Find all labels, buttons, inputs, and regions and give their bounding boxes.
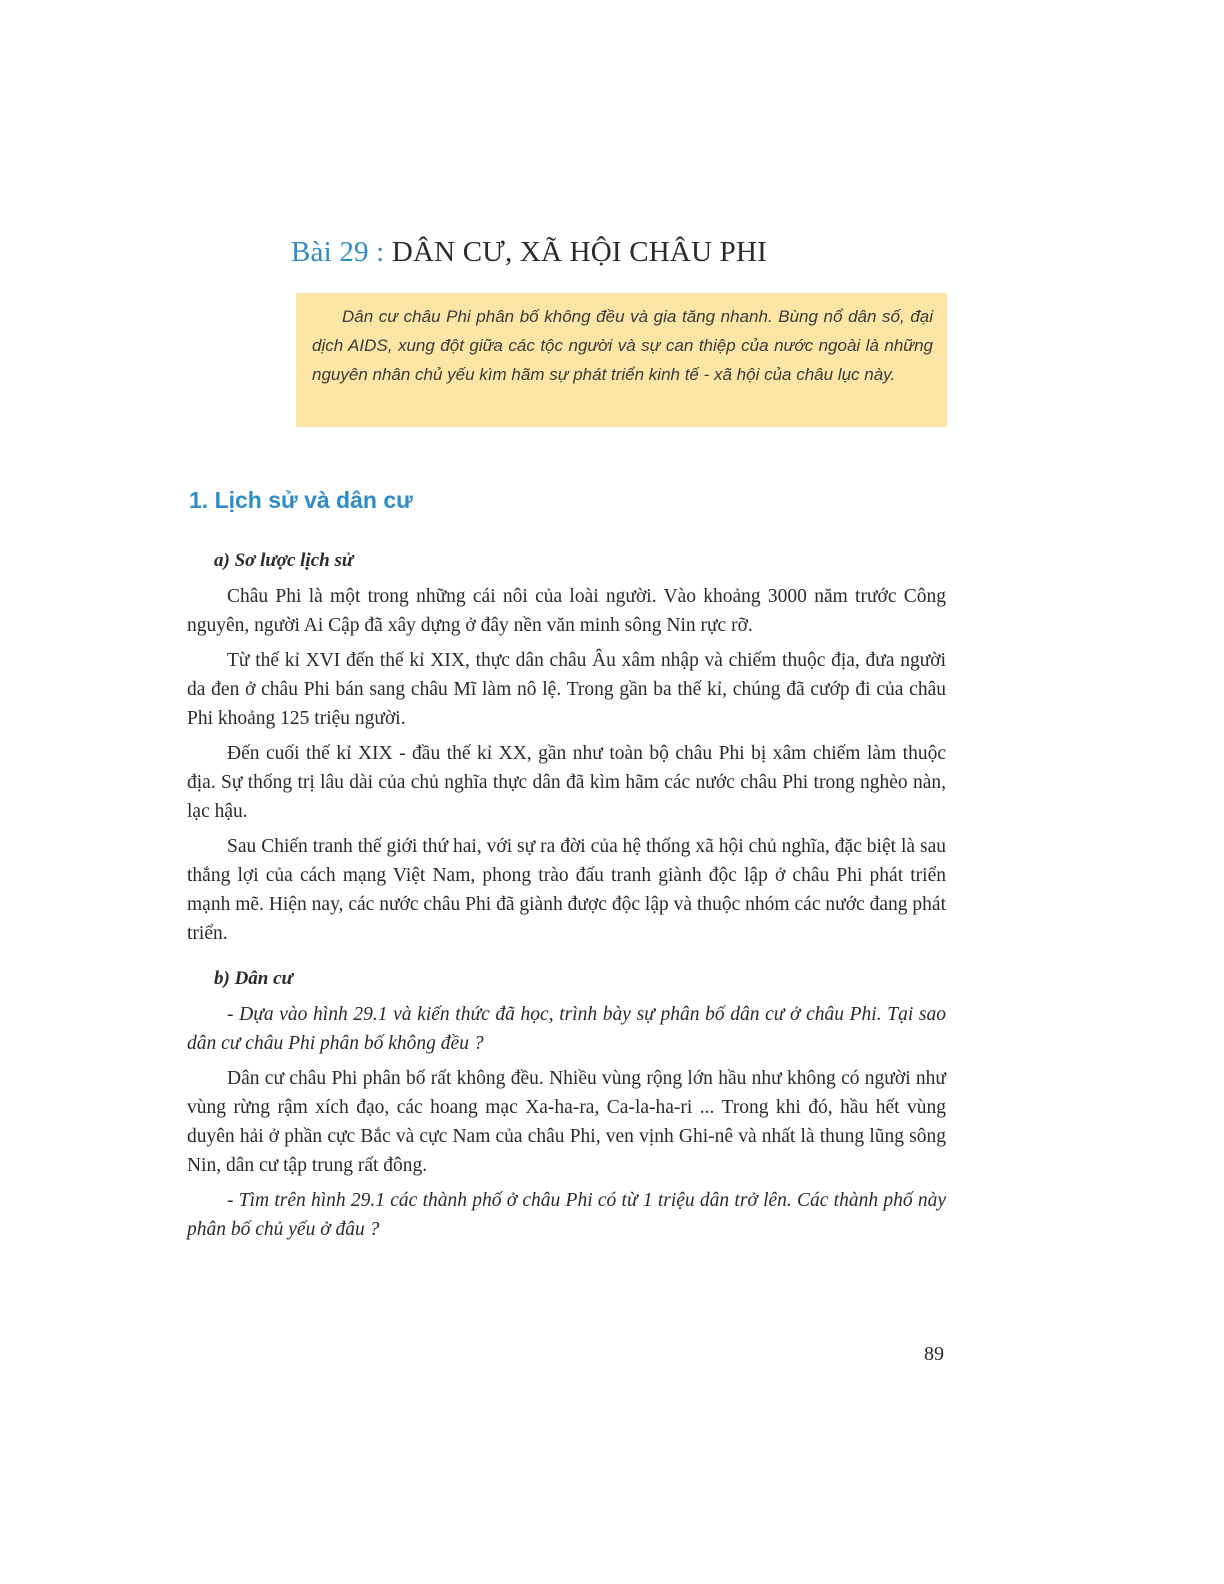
subsection-heading-population: b) Dân cư (214, 968, 293, 989)
section-heading: 1. Lịch sử và dân cư (189, 487, 413, 513)
lesson-number: Bài 29 : (291, 236, 385, 268)
history-paragraph: Châu Phi là một trong những cái nôi của loài người. Vào khoảng 3000 năm trước Công nguyên, người Ai Cập đã xây dựng ở đây nền văn minh sông Nin rực rỡ. (187, 586, 946, 636)
history-paragraph: Từ thế kỉ XVI đến thế kỉ XIX, thực dân châu Âu xâm nhập và chiếm thuộc địa, đưa người da đen ở châu Phi bán sang châu Mĩ làm nô lệ. Trong gần ba thế kỉ, chúng đã cướp đi của châu Phi khoảng 125 triệu người. (187, 650, 946, 729)
history-paragraph: Sau Chiến tranh thế giới thứ hai, với sự ra đời của hệ thống xã hội chủ nghĩa, đặc biệt là sau thắng lợi của cách mạng Việt Nam, phong trào đấu tranh giành độc lập ở châu Phi phát triển mạnh mẽ. Hiện nay, các nước châu Phi đã giành được độc lập và thuộc nhóm các nước đang phát triển. (187, 836, 946, 944)
section-content (187, 544, 946, 1250)
lesson-title (291, 236, 767, 269)
page-number: 89 (924, 1343, 944, 1365)
lesson-summary-box (296, 293, 947, 427)
question-population-distribution: - Dựa vào hình 29.1 và kiến thức đã học, trình bày sự phân bố dân cư ở châu Phi. Tại sao dân cư châu Phi phân bố không đều ? (187, 1004, 946, 1054)
subsection-heading-history: a) Sơ lược lịch sử (214, 550, 354, 571)
lesson-name: DÂN CƯ, XÃ HỘI CHÂU PHI (391, 236, 767, 268)
population-paragraph: Dân cư châu Phi phân bố rất không đều. Nhiều vùng rộng lớn hầu như không có người như vùng rừng rậm xích đạo, các hoang mạc Xa-ha-ra, Ca-la-ha-ri ... Trong khi đó, hầu hết vùng duyên hải ở phần cực Bắc và cực Nam của châu Phi, ven vịnh Ghi-nê và nhất là thung lũng sông Nin, dân cư tập trung rất đông. (187, 1068, 946, 1176)
lesson-summary-text: Dân cư châu Phi phân bố không đều và gia tăng nhanh. Bùng nổ dân số, đại dịch AIDS, xung đột giữa các tộc người và sự can thiệp của nước ngoài là những nguyên nhân chủ yếu kìm hãm sự phát triển kinh tế - xã hội của châu lục này. (312, 307, 933, 384)
question-cities: - Tìm trên hình 29.1 các thành phố ở châu Phi có từ 1 triệu dân trở lên. Các thành phố này phân bố chủ yếu ở đâu ? (187, 1190, 946, 1240)
history-paragraph: Đến cuối thế kỉ XIX - đầu thế kỉ XX, gần như toàn bộ châu Phi bị xâm chiếm làm thuộc địa. Sự thống trị lâu dài của chủ nghĩa thực dân đã kìm hãm các nước châu Phi trong nghèo nàn, lạc hậu. (187, 743, 946, 822)
